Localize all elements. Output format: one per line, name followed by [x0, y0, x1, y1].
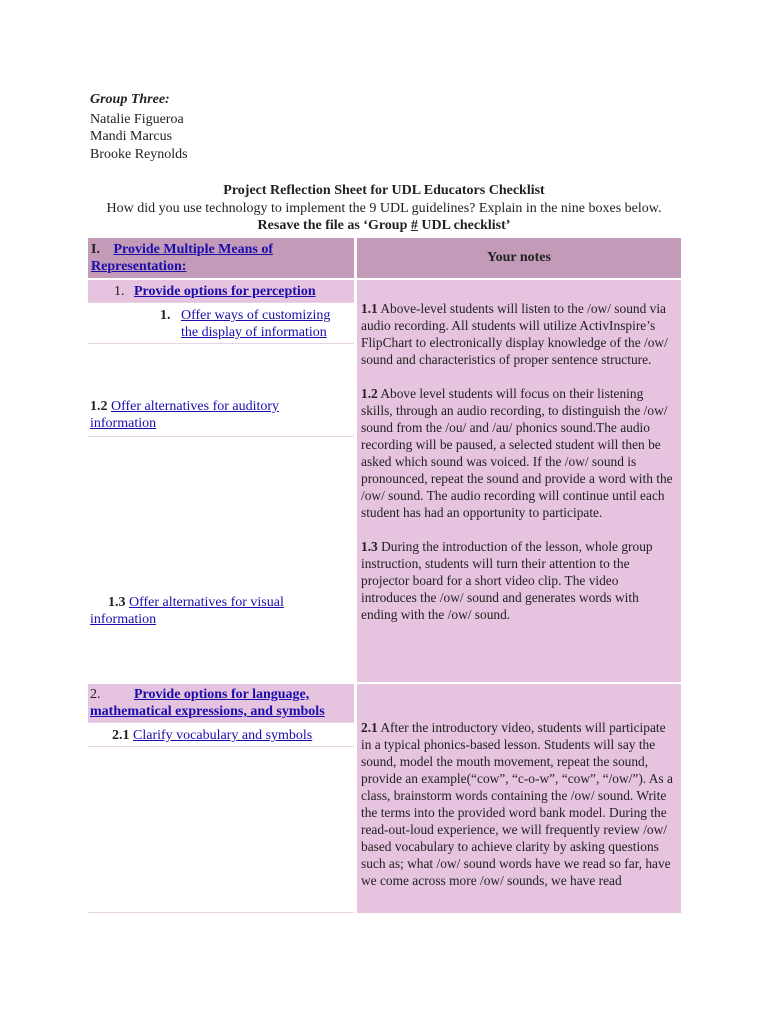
- table-header-left: [88, 238, 354, 278]
- visual-alternatives-link[interactable]: Offer alternatives for visual information: [90, 595, 284, 627]
- row-divider: [88, 436, 354, 437]
- customize-display-link[interactable]: Offer ways of customizing the display of information: [181, 308, 331, 340]
- row-divider: [88, 912, 354, 913]
- note-1-2-text: Above level students will focus on their listening skills, through an audio recording, to distinguish the /ow/ sound from the /ou/ and /au/ phonics sound.The audio recording will be paused, a selected student will then be asked which sound was voiced. If the /ow/ sound is pronounced, repeat the sound and provide a word with the /ow/ sound. The audio recording will continue until each student has had an opportunity to participate.: [361, 386, 673, 520]
- item-2-1-num: 2.1: [112, 728, 130, 743]
- language-symbols-link[interactable]: Provide options for language, mathematical expressions, and symbols: [90, 687, 325, 719]
- member-name: Natalie Figueroa: [90, 112, 184, 127]
- section2-left-body: [88, 722, 354, 913]
- clarify-vocabulary-link[interactable]: Clarify vocabulary and symbols: [133, 728, 313, 743]
- note-1-1-num: 1.1: [361, 301, 378, 316]
- note-2-1-num: 2.1: [361, 720, 378, 735]
- auditory-alternatives-link[interactable]: Offer alternatives for auditory information: [90, 399, 280, 431]
- member-name: Brooke Reynolds: [90, 147, 188, 162]
- resave-suffix: UDL checklist’: [417, 218, 511, 233]
- section2-title-cell: [88, 684, 354, 722]
- note-1-2: [361, 385, 677, 521]
- item-1-3-num: 1.3: [108, 595, 126, 610]
- row-divider: [88, 746, 354, 747]
- row-divider: [88, 302, 354, 303]
- item-2-1: [112, 727, 312, 744]
- note-1-1-text: Above-level students will listen to the /ow/ sound via audio recording. All students will utilize ActivInspire’s FlipChart to electronically display knowledge of the /ow/ sound and characteristics of proper sentence structure.: [361, 301, 668, 367]
- section1-num: 1.: [114, 284, 125, 299]
- item-1-2-num: 1.2: [90, 399, 108, 414]
- note-1-1: [361, 300, 677, 368]
- perception-link[interactable]: Provide options for perception: [134, 284, 316, 299]
- item-1-2: [90, 398, 310, 432]
- resave-instruction: [0, 218, 768, 234]
- item-1-1: [160, 307, 340, 341]
- sheet-title: Project Reflection Sheet for UDL Educators Checklist: [223, 183, 545, 198]
- section1-notes: [357, 280, 681, 682]
- note-2-1: [361, 719, 677, 889]
- section1-title-cell: [88, 280, 354, 302]
- group-title: Group Three:: [90, 92, 170, 107]
- section-numeral: I.: [91, 242, 100, 257]
- item-1-1-num: 1.: [160, 308, 171, 323]
- note-1-3-num: 1.3: [361, 539, 378, 554]
- resave-hash: #: [410, 218, 418, 233]
- section2-notes: [357, 684, 681, 913]
- note-1-3: [361, 538, 677, 623]
- member-name: Mandi Marcus: [90, 129, 173, 144]
- row-divider: [88, 343, 354, 344]
- note-1-2-num: 1.2: [361, 386, 378, 401]
- resave-prefix: Resave the file as ‘Group: [257, 218, 411, 233]
- table-header-notes: Your notes: [357, 238, 681, 278]
- row-divider: [88, 722, 354, 723]
- section2-num: 2.: [90, 687, 101, 702]
- item-1-3: [90, 594, 310, 628]
- representation-link[interactable]: Provide Multiple Means of Representation:: [91, 242, 274, 274]
- instruction-text: How did you use technology to implement the 9 UDL guidelines? Explain in the nine boxes below.: [106, 201, 662, 216]
- note-2-1-text: After the introductory video, students will participate in a typical phonics-based lesson. Students will say the sound, model the mouth movement, repeat the sound, provide an example(“cow”, “c-o-w”, “cow”, “/ow/”). As a class, brainstorm words containing the /ow/ sound. Write the terms into the provided word bank model. During the read-out-loud experience, we will frequently review /ow/ based vocabulary to achieve clarity by asking questions such as; what /ow/ sound words have we read so far, have we come across more /ow/ sounds, we have read: [361, 720, 673, 888]
- note-1-3-text: During the introduction of the lesson, whole group instruction, students will turn their attention to the projector board for a short video clip. The video introduces the /ow/ sound and generates words with ending with the /ow/ sound.: [361, 539, 653, 622]
